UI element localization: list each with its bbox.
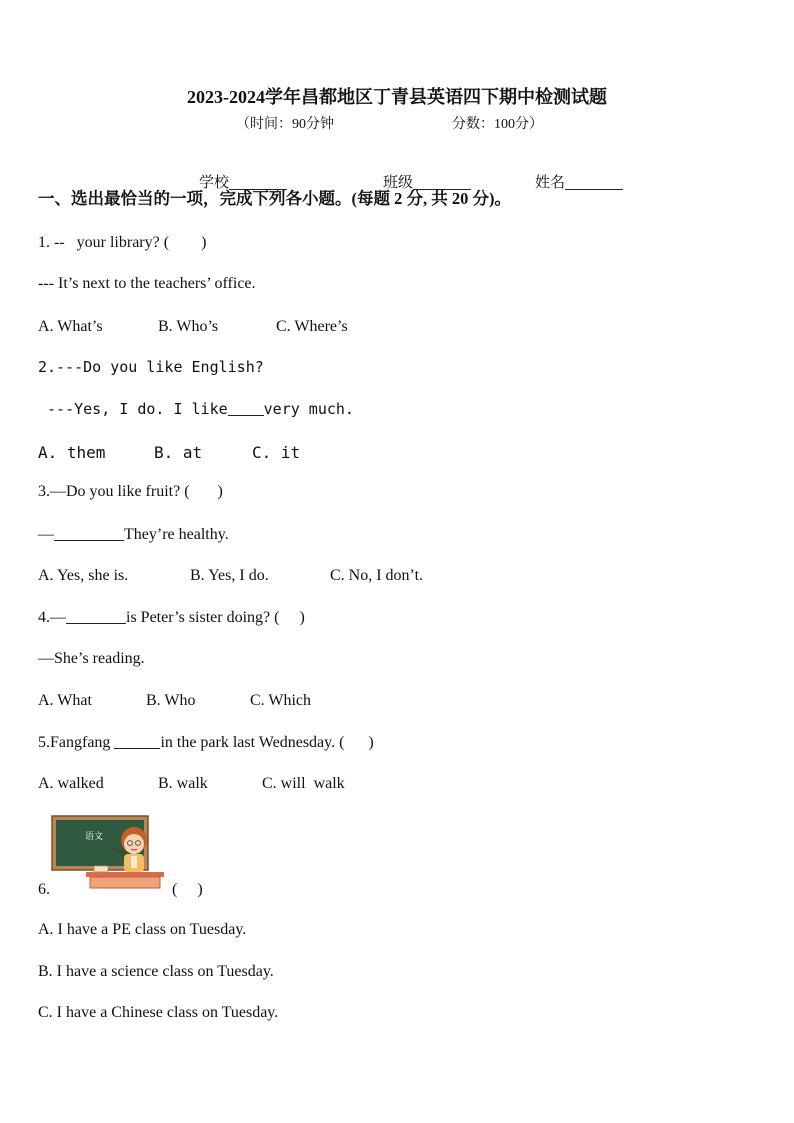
q3-dash: — — [38, 526, 54, 543]
q3-response — [38, 526, 229, 543]
q3-option-b[interactable]: B. Yes, I do. — [190, 567, 269, 584]
q5-option-a[interactable]: A. walked — [38, 775, 104, 792]
q3-option-c[interactable]: C. No, I don’t. — [330, 567, 424, 584]
q5-start: 5.Fangfang — [38, 734, 111, 751]
q6-number: 6. — [38, 881, 50, 898]
q4-start: 4.— — [38, 609, 66, 626]
q1-option-a[interactable]: A. What’s — [38, 318, 103, 335]
q5-option-b[interactable]: B. walk — [158, 775, 208, 792]
q1-option-c[interactable]: C. Where’s — [276, 318, 348, 335]
q5-blank[interactable] — [114, 734, 160, 749]
q4-option-b[interactable]: B. Who — [146, 692, 196, 709]
q1-option-b[interactable]: B. Who’s — [158, 318, 219, 335]
school-blank[interactable] — [229, 175, 287, 190]
q6-option-c[interactable]: C. I have a Chinese class on Tuesday. — [38, 1004, 279, 1021]
q1-stem: 1. -- your library? ( ) — [38, 234, 207, 251]
q2-option-b[interactable]: B. at — [154, 443, 203, 462]
name-field — [520, 160, 623, 206]
q2-response — [38, 401, 354, 417]
q2-stem: 2.---Do you like English? — [38, 358, 264, 376]
chinese-class-illustration — [50, 814, 168, 890]
desk-top — [86, 872, 164, 877]
exam-time: （时间：90分钟 — [236, 117, 334, 132]
q3-blank[interactable] — [54, 526, 124, 541]
books-icon — [94, 866, 108, 872]
q4-blank[interactable] — [66, 609, 126, 624]
board-text: 语文 — [84, 832, 104, 842]
q4-stem — [38, 609, 305, 626]
q5-option-c[interactable]: C. will walk — [262, 775, 345, 792]
q2-blank[interactable] — [228, 401, 264, 416]
q2-response-end: very much. — [263, 400, 354, 418]
q3-stem: 3.—Do you like fruit? ( ) — [38, 483, 223, 500]
exam-title: 2023-2024学年昌都地区丁青县英语四下期中检测试题 — [187, 87, 607, 107]
exam-score: 分数：100分） — [452, 117, 543, 132]
q5-stem — [38, 734, 374, 751]
q4-option-a[interactable]: A. What — [38, 692, 92, 709]
q3-response-end: They’re healthy. — [124, 526, 229, 543]
q2-option-a[interactable]: A. them — [38, 443, 106, 462]
class-blank[interactable] — [413, 175, 471, 190]
q3-option-a[interactable]: A. Yes, she is. — [38, 567, 129, 584]
q6-answer-bracket[interactable]: ( ) — [172, 881, 203, 898]
q6-option-a[interactable]: A. I have a PE class on Tuesday. — [38, 921, 247, 938]
q4-option-c[interactable]: C. Which — [250, 692, 312, 709]
q2-response-start: ---Yes, I do. I like — [38, 400, 228, 418]
teacher-face — [124, 834, 144, 854]
name-blank[interactable] — [565, 175, 623, 190]
q2-option-c[interactable]: C. it — [252, 443, 301, 462]
q5-stem-end: in the park last Wednesday. ( ) — [160, 734, 374, 751]
school-label: 学校 — [199, 175, 230, 191]
section-heading: 一、选出最恰当的一项，完成下列各小题。(每题 2 分, 共 20 分)。 — [38, 189, 511, 208]
class-label: 班级 — [383, 175, 414, 191]
q1-response: --- It’s next to the teachers’ office. — [38, 275, 256, 292]
q4-stem-end: is Peter’s sister doing? ( ) — [126, 609, 305, 626]
name-label: 姓名 — [535, 175, 566, 191]
q4-response: —She’s reading. — [38, 650, 145, 667]
q6-option-b[interactable]: B. I have a science class on Tuesday. — [38, 963, 274, 980]
desk-front — [90, 877, 160, 888]
